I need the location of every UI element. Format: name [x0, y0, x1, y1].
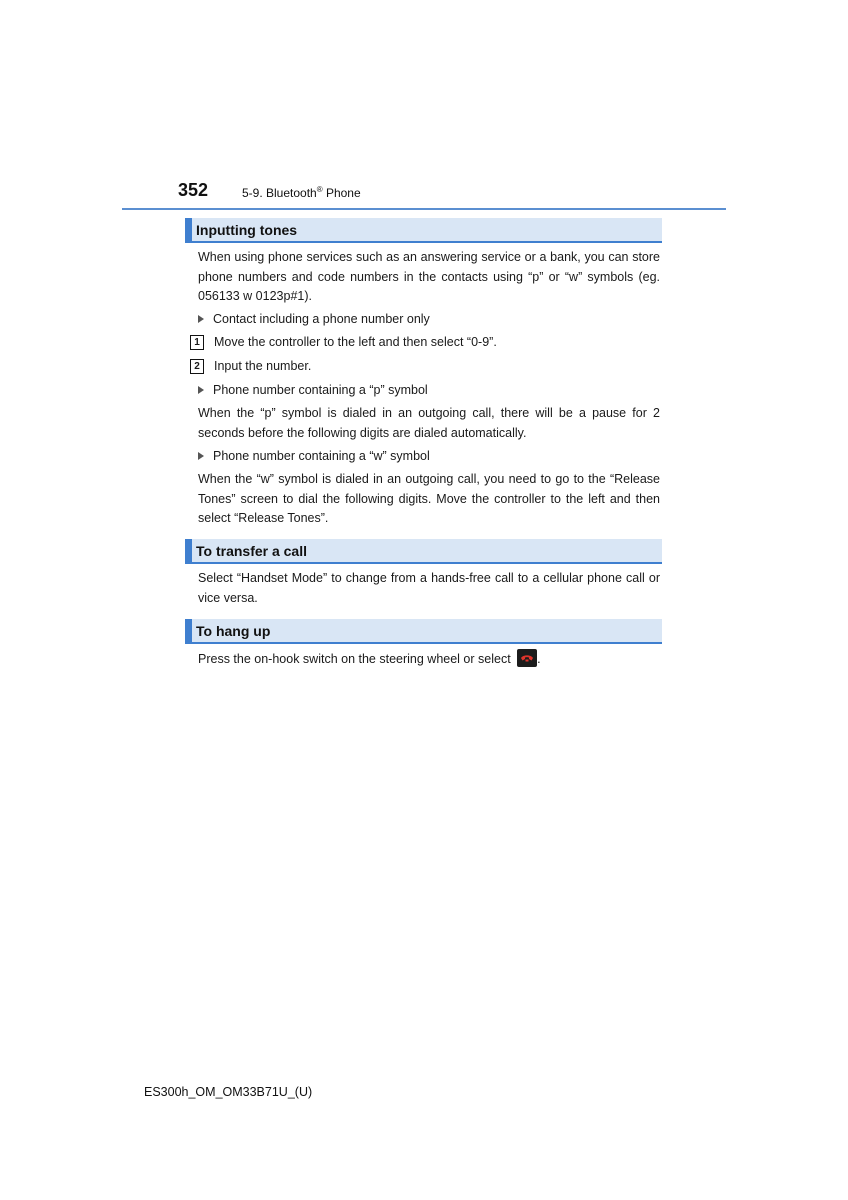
step-text: Input the number.	[214, 359, 312, 373]
section-title: To hang up	[196, 623, 271, 639]
section-title: To transfer a call	[196, 543, 308, 559]
section-header-transfer-call	[185, 539, 662, 564]
bullet-text: Phone number containing a “w” symbol	[213, 449, 430, 463]
hang-up-text: Press the on-hook switch on the steering wheel or select	[198, 652, 511, 666]
page-number: 352	[178, 180, 209, 200]
footer-code: ES300h_OM_OM33B71U_(U)	[144, 1085, 313, 1099]
triangle-bullet-icon	[198, 315, 204, 323]
step-1	[190, 333, 497, 352]
hang-up-paragraph	[198, 649, 660, 670]
bullet-text: Phone number containing a “p” symbol	[213, 383, 428, 397]
chapter-name: 5-9. Bluetooth	[242, 186, 317, 200]
p-symbol-paragraph: When the “p” symbol is dialed in an outgoing call, there will be a pause for 2 seconds before the following digits are dialed automatically.	[198, 406, 660, 440]
transfer-paragraph: Select “Handset Mode” to change from a hands-free call to a cellular phone call or vice versa.	[198, 571, 660, 605]
triangle-bullet-icon	[198, 452, 204, 460]
section-title: Inputting tones	[196, 222, 298, 238]
step-number: 1	[190, 335, 204, 350]
bullet-p-symbol	[198, 381, 428, 400]
w-symbol-paragraph: When the “w” symbol is dialed in an outgoing call, you need to go to the “Release Tones” screen to dial the following digits. Move the controller to the left and then select “Release Tones”.	[198, 472, 660, 525]
step-number: 2	[190, 359, 204, 374]
triangle-bullet-icon	[198, 386, 204, 394]
step-2	[190, 357, 311, 376]
bullet-w-symbol	[198, 447, 430, 466]
chapter-title	[242, 185, 361, 200]
step-text: Move the controller to the left and then select “0-9”.	[214, 335, 497, 349]
chapter-suffix: Phone	[322, 186, 361, 200]
bullet-contact-number-only	[198, 310, 430, 329]
intro-paragraph: When using phone services such as an answering service or a bank, you can store phone numbers and code numbers in the contacts using “p” or “w” symbols (eg. 056133 w 0123p#1).	[198, 250, 660, 303]
registered-mark: ®	[316, 185, 323, 194]
section-header-hang-up	[185, 619, 662, 644]
hang-up-phone-icon	[517, 649, 537, 667]
page-header	[122, 178, 726, 210]
section-header-inputting-tones	[185, 218, 662, 243]
hang-up-period: .	[537, 652, 541, 666]
bullet-text: Contact including a phone number only	[213, 312, 430, 326]
